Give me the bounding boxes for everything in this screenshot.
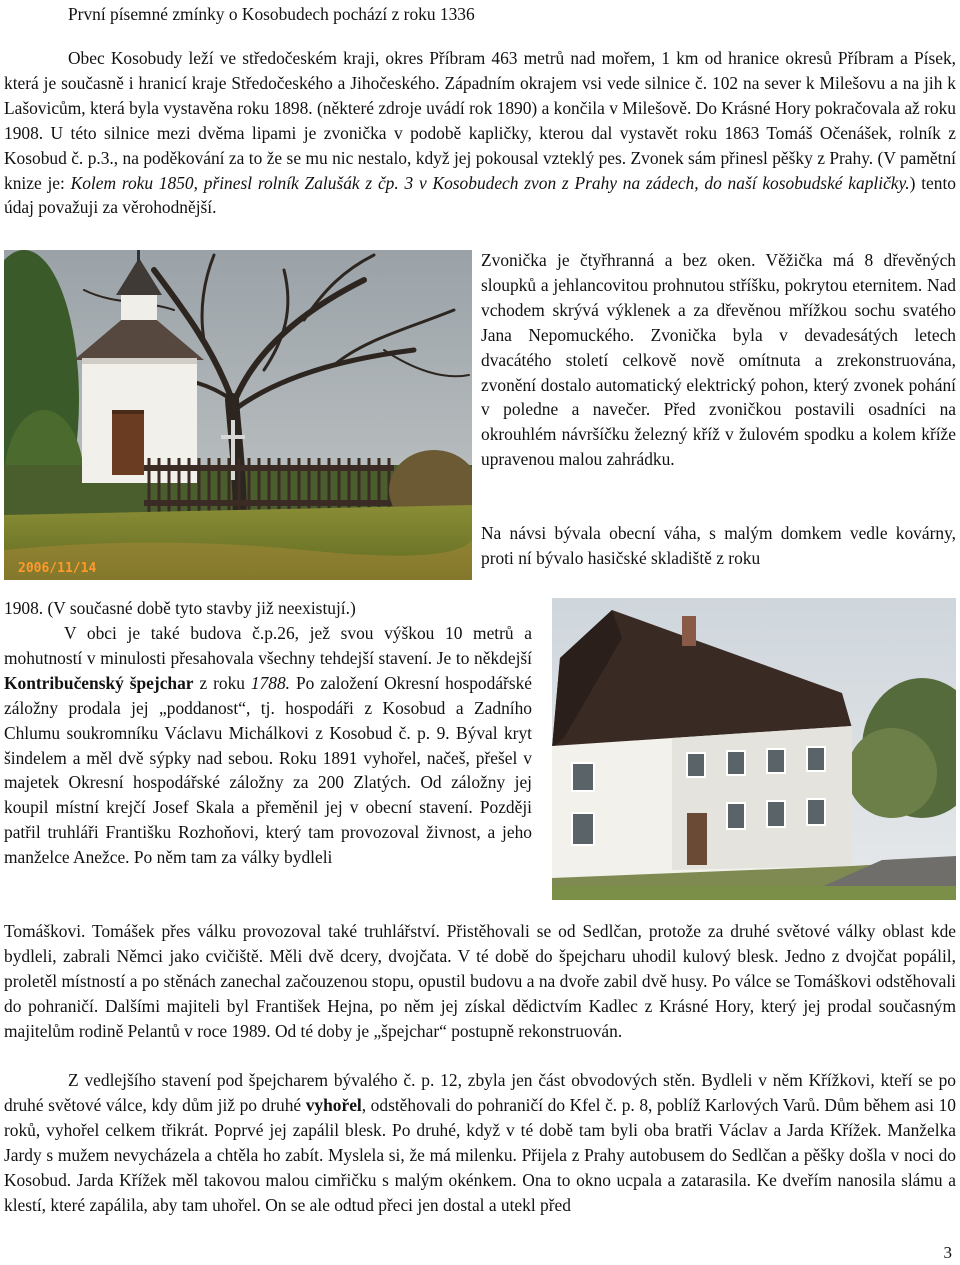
- burned-emphasis: vyhořel: [305, 1094, 362, 1115]
- paragraph-granary-cont: Tomáškovi. Tomášek přes válku provozoval také truhlářství. Přistěhovali se od Sedlčan, protože za druhé světové války oblast kde bydleli, zabrali Němci jako cvičiště. Měli dvě dcery, dvojčata. V té době do špejcharu uhodil kulový blesk. Jedno z dvojčat popálil, proletěl místností a po stěnách zanechal začouzenou stopu, opustil budovu a na dvoře zabil dvě husy. Po válce se Tomáškovi odstěhovali do pohraničí. Dalšími majiteli byl František Hejna, po něm jej získal dědictvím Kadlec z Krásné Hory, který jej prodal současným majitelům rodině Pelantů v roce 1989. Od té doby je „špejchar“ postupně rekonstruován.: [4, 921, 956, 1041]
- paragraph-granary: V obci je také budova č.p.26, jež svou výškou 10 metrů a mohutností v minulosti přesahovala všechny tehdejší stavení. Je to někdejší Kontribučenský špejchar z roku 1788. Po založení Okresní hospodářské záložny prodala jej „poddanost“, tj. hospodáři z Kosobud a Zadního Chlumu soukromníku Václavu Michálkovi z Kosobud č. p. 9. Býval kryt šindelem a měl dvě sýpky nad sebou. Roku 1891 vyhořel, načeš, přešel v majetek Okresní hospodářské záložny za 200 Zlatých. Od záložny jej koupil místní krejčí Josef Skala a přeměnil jej v obecní stavení. Později patřil truhláři Františku Rozhoňovi, který tam provozoval živnost, a jeho manželce Anežce. Po něm tam za války bydleli: [4, 623, 533, 868]
- page-number: 3: [943, 1243, 952, 1262]
- paragraph-intro: Obec Kosobudy leží ve středočeském kraji, okres Příbram 463 metrů nad mořem, 1 km od hranice okresů Příbram a Písek, která je současně i hranicí kraje Středočeského a Jihočeského. Západním okrajem vsi vede silnice č. 102 na sever k Milešovu a na jih k Lašovicům, která byla vystavěna roku 1898. (některé zdroje uvádí rok 1890) a končila v Milešově. Do Krásné Hory pokračovala až roku 1908. U této silnice mezi dvěma lipami je zvonička v podobě kapličky, kterou dal vystavět roku 1863 Tomáš Očenášek, rolník z Kosobud č. p.3., na poděkování za to že se mu nic nestalo, když jej pokousal vzteklý pes. Zvonek sám přinesl pěšky z Prahy. (V pamětní knize je: Kolem roku 1850, přinesl rolník Zalušák z čp. 3 v Kosobudech zvon z Prahy na zádech, do naší kosobudské kapličky.) tento údaj považuji za věrohodnější.: [4, 48, 956, 218]
- paragraph-village-green-cont: 1908. (V současné době tyto stavby již neexistují.): [4, 598, 356, 618]
- granary-name: Kontribučenský špejchar: [4, 672, 194, 693]
- paragraph-village-green: Na návsi bývala obecní váha, s malým domkem vedle kovárny, proti ní bývalo hasičské skladiště z roku: [481, 523, 956, 568]
- page-heading: První písemné zmínky o Kosobudech pochází z roku 1336: [68, 4, 475, 24]
- paragraph-chapel-description: Zvonička je čtyřhranná a bez oken. Věžička má 8 dřevěných sloupků a jehlancovitou prohnutou stříšku, pokrytou eternitem. Nad vchodem skrývá výklenek a za dřevěnou mřížkou sochu svatého Jana Nepomuckého. Zvonička byla v devadesátých letech dvacátého století celkově nově omítnuta a zrekonstruována, zvonění dostalo automatický elektrický pohon, který zvonek pohání v poledne a navečer. Před zvoničkou postavili osadníci na okrouhlém návršíčku železný kříž v žulovém spodku a kolem kříže upravenou malou zahrádku.: [481, 250, 956, 470]
- granary-photo: [552, 598, 956, 900]
- paragraph-neighbour-house: Z vedlejšího stavení pod špejcharem bývalého č. p. 12, zbyla jen část obvodových stěn. Bydleli v něm Křížkovi, kteří se po druhé světové válce, kdy dům již po druhé vyhořel, odstěhovali do pohraničí do Kfel č. p. 8, poblíž Karlových Varů. Dům během asi 10 roků, vyhořel celkem třikrát. Poprvé jej zapálil blesk. Po druhé, když v té době tam byli oba bratři Václav a Jarda Křížek. Manželka Jardy s mužem nevycházela a chtěla ho zabít. Myslela si, že má milenku. Přijela z Prahy autobusem do Sedlčan a pěšky došla v noci do Kosobud. Jarda Křížek měl takovou malou cimřičku s malým okénkem. Ona to okno ucpala a zatarasila. Ke dveřím nanosila slámu a klestí, které zapálila, aby tam uhořel. On se ale odtud přeci jen dostal a utekl před: [4, 1070, 956, 1215]
- photo-date-stamp: 2006/11/14: [18, 561, 97, 576]
- chapel-photo-image: [4, 250, 472, 580]
- granary-year: 1788.: [250, 672, 291, 693]
- granary-photo-image: [552, 598, 956, 900]
- chronicle-quote: Kolem roku 1850, přinesl rolník Zalušák z čp. 3 v Kosobudech zvon z Prahy na zádech, do naší kosobudské kapličky.: [70, 172, 910, 193]
- chapel-photo: [4, 250, 472, 580]
